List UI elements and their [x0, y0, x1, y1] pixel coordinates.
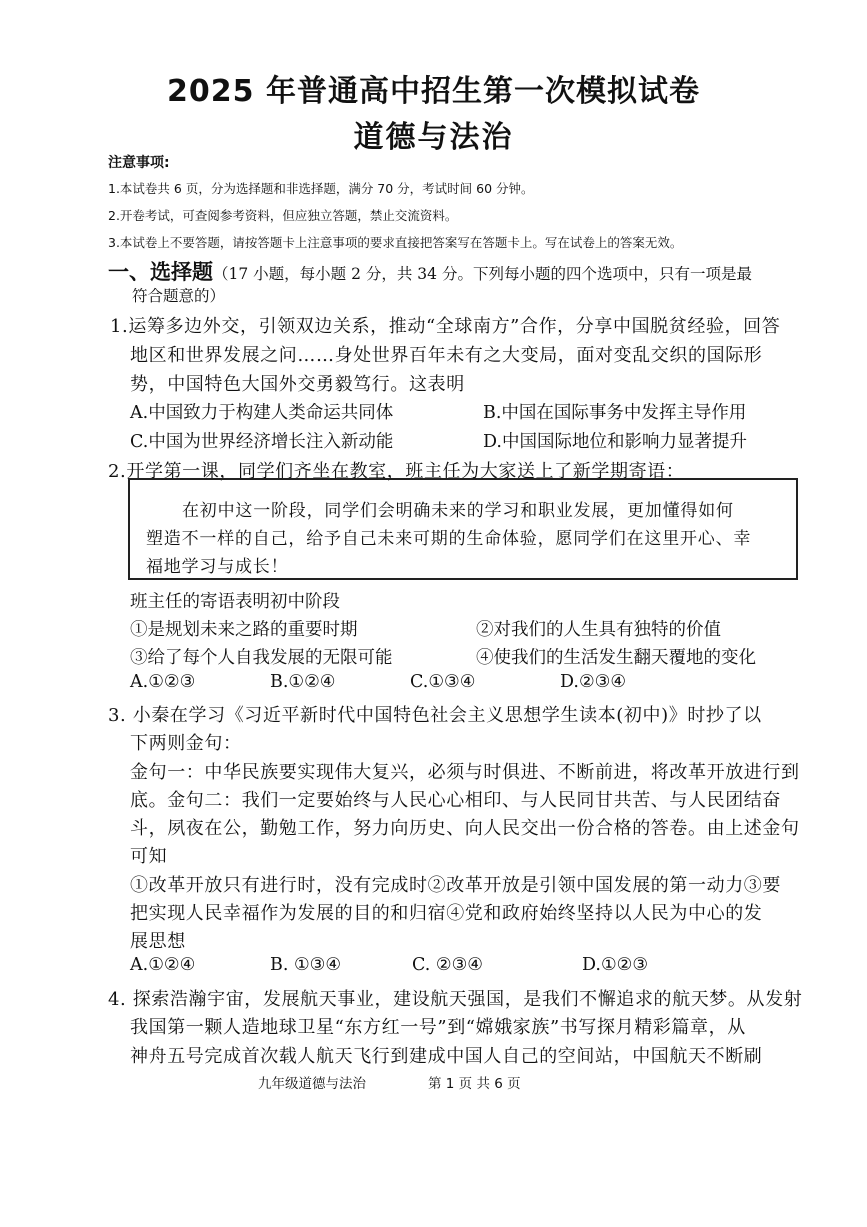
- question-2-prompt: 班主任的寄语表明初中阶段: [130, 592, 340, 612]
- question-2-option-b: B.①②④: [270, 672, 336, 692]
- note-item: 3.本试卷上不要答题，请按答题卡上注意事项的要求直接把答案写在答题卡上。写在试卷上的答案无效。: [108, 235, 683, 250]
- note-item: 1.本试卷共 6 页，分为选择题和非选择题，满分 70 分，考试时间 60 分钟。: [108, 181, 534, 196]
- question-2-option-c: C.①③④: [410, 672, 476, 692]
- question-1-stem: 地区和世界发展之问……身处世界百年未有之大变局，面对变乱交织的国际形: [130, 345, 763, 366]
- question-2-option-a: A.①②③: [130, 672, 196, 692]
- question-3-stem: 金句一：中华民族要实现伟大复兴，必须与时俱进、不断前进，将改革开放进行到: [130, 762, 800, 783]
- question-4-stem: 我国第一颗人造地球卫星“东方红一号”到“嫦娥家族”书写探月精彩篇章，从: [130, 1017, 746, 1038]
- quote-line: 在初中这一阶段，同学们会明确未来的学习和职业发展，更加懂得如何: [182, 501, 734, 521]
- section-desc-cont: 符合题意的）: [132, 287, 226, 305]
- question-1-option-a: A.中国致力于构建人类命运共同体: [130, 403, 394, 423]
- question-3-option-c: C. ②③④: [412, 955, 483, 975]
- question-3-option-b: B. ①③④: [270, 955, 342, 975]
- question-3-statements: ①改革开放只有进行时，没有完成时②改革开放是引领中国发展的第一动力③要: [130, 875, 781, 896]
- note-item: 2.开卷考试，可查阅参考资料，但应独立答题，禁止交流资料。: [108, 208, 458, 223]
- question-2-statement-3: ③给了每个人自我发展的无限可能: [130, 648, 393, 668]
- section-title: 一、选择题: [108, 260, 213, 284]
- question-1-option-b: B.中国在国际事务中发挥主导作用: [483, 403, 747, 423]
- question-2-option-d: D.②③④: [560, 672, 627, 692]
- question-4-stem: 神舟五号完成首次载人航天飞行到建成中国人自己的空间站，中国航天不断刷: [130, 1046, 763, 1067]
- question-1-stem: 1.运筹多边外交，引领双边关系，推动“全球南方”合作，分享中国脱贫经验，回答: [110, 316, 781, 337]
- question-3-option-a: A.①②④: [130, 955, 196, 975]
- question-3-option-d: D.①②③: [582, 955, 649, 975]
- question-2-statement-1: ①是规划未来之路的重要时期: [130, 620, 358, 640]
- notes-heading: 注意事项:: [108, 155, 170, 171]
- section-desc: （17 小题，每小题 2 分，共 34 分。下列每小题的四个选项中，只有一项是最: [213, 265, 752, 283]
- footer-page-number: 第 1 页 共 6 页: [428, 1076, 521, 1092]
- question-2-statement-4: ④使我们的生活发生翻天覆地的变化: [476, 648, 756, 668]
- exam-subject: 道德与法治: [353, 120, 514, 155]
- question-3-stem: 底。金句二：我们一定要始终与人民心心相印、与人民同甘共苦、与人民团结奋: [130, 790, 781, 811]
- exam-title: 2025 年普通高中招生第一次模拟试卷: [167, 74, 700, 109]
- question-3-stem: 3. 小秦在学习《习近平新时代中国特色社会主义思想学生读本(初中)》时抄了以: [108, 705, 762, 726]
- question-2-stem: 2.开学第一课，同学们齐坐在教室，班主任为大家送上了新学期寄语：: [108, 461, 685, 482]
- question-2-statement-2: ②对我们的人生具有独特的价值: [476, 620, 721, 640]
- question-1-stem: 势，中国特色大国外交勇毅笃行。这表明: [130, 374, 465, 395]
- question-4-stem: 4. 探索浩瀚宇宙，发展航天事业，建设航天强国，是我们不懈追求的航天梦。从发射: [108, 989, 803, 1010]
- question-3-statements: 展思想: [130, 931, 186, 952]
- question-3-stem: 下两则金句：: [130, 733, 242, 754]
- question-3-stem: 斗，夙夜在公，勤勉工作，努力向历史、向人民交出一份合格的答卷。由上述金句: [130, 818, 800, 839]
- quote-line: 塑造不一样的自己，给予自己未来可期的生命体验，愿同学们在这里开心、幸: [146, 529, 752, 549]
- question-1-option-d: D.中国国际地位和影响力显著提升: [483, 432, 747, 452]
- quote-box: [128, 478, 798, 580]
- section-heading: [108, 256, 752, 286]
- quote-line: 福地学习与成长！: [146, 557, 289, 577]
- question-3-statements: 把实现人民幸福作为发展的目的和归宿④党和政府始终坚持以人民为中心的发: [130, 903, 763, 924]
- question-3-stem: 可知: [130, 846, 168, 867]
- footer-course: 九年级道德与法治: [258, 1076, 366, 1092]
- question-1-option-c: C.中国为世界经济增长注入新动能: [130, 432, 394, 452]
